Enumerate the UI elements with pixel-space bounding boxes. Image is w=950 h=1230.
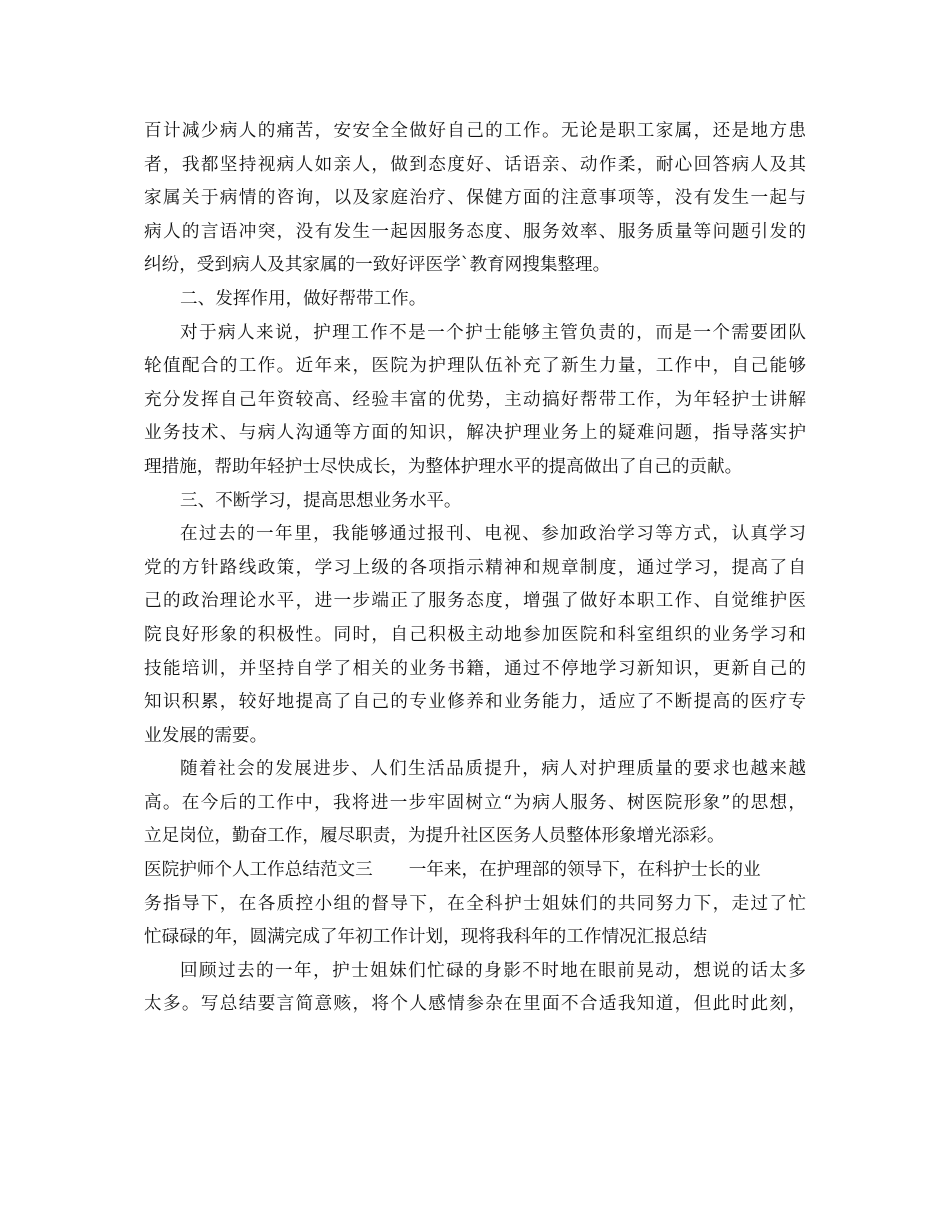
text-line bbox=[144, 854, 806, 888]
text-line: 太多。写总结要言简意赅，将个人感情参杂在里面不合适我知道，但此时此刻， bbox=[144, 994, 806, 1015]
section-heading-3: 三、不断学习，提高思想业务水平。 bbox=[180, 490, 462, 511]
text-line: 在过去的一年里，我能够通过报刊、电视、参加政治学习等方式，认真学习 bbox=[180, 524, 806, 545]
document-body bbox=[144, 115, 806, 1022]
text-line: 业发展的需要。 bbox=[144, 725, 268, 746]
document-title: 医院护师个人工作总结范文三 bbox=[144, 860, 373, 881]
text-line: 理措施，帮助年轻护士尽快成长，为整体护理水平的提高做出了自己的贡献。 bbox=[144, 456, 743, 477]
text-line: 立足岗位，勤奋工作，履尽职责，为提升社区医务人员整体形象增光添彩。 bbox=[144, 826, 725, 847]
section-heading-2: 二、发挥作用，做好帮带工作。 bbox=[180, 288, 427, 309]
text-line: 随着社会的发展进步、人们生活品质提升，病人对护理质量的要求也越来越 bbox=[180, 759, 806, 780]
text-line: 轮值配合的工作。近年来，医院为护理队伍补充了新生力量，工作中，自己能够 bbox=[144, 356, 806, 377]
text-line: 技能培训，并坚持自学了相关的业务书籍，通过不停地学习新知识，更新自己的 bbox=[144, 658, 806, 679]
text-line: 家属关于病情的咨询，以及家庭治疗、保健方面的注意事项等，没有发生一起与 bbox=[144, 188, 806, 209]
text-line: 百计减少病人的痛苦，安安全全做好自己的工作。无论是职工家属，还是地方患 bbox=[144, 121, 806, 141]
text-line: 院良好形象的积极性。同时，自己积极主动地参加医院和科室组织的业务学习和 bbox=[144, 624, 806, 645]
text-line: 高。在今后的工作中，我将进一步牢固树立“为病人服务、树医院形象”的思想， bbox=[144, 792, 806, 813]
text-line: 病人的言语冲突，没有发生一起因服务态度、服务效率、服务质量等问题引发的 bbox=[144, 221, 806, 242]
text-line: 者，我都坚持视病人如亲人，做到态度好、话语亲、动作柔，耐心回答病人及其 bbox=[144, 154, 806, 175]
text-line: 业务技术、与病人沟通等方面的知识，解决护理业务上的疑难问题，指导落实护 bbox=[144, 423, 806, 444]
text-line: 纠纷，受到病人及其家属的一致好评医学`教育网搜集整理。 bbox=[144, 255, 611, 276]
text-line: 回顾过去的一年，护士姐妹们忙碌的身影不时地在眼前晃动，想说的话太多 bbox=[180, 960, 806, 981]
text-line: 党的方针路线政策，学习上级的各项指示精神和规章制度，通过学习，提高了自 bbox=[144, 557, 806, 578]
text-line: 充分发挥自己年资较高、经验丰富的优势，主动搞好帮带工作，为年轻护士讲解 bbox=[144, 389, 806, 410]
text-line: 务指导下，在各质控小组的督导下，在全科护士姐妹们的共同努力下，走过了忙 bbox=[144, 893, 806, 914]
text-line: 忙碌碌的年，圆满完成了年初工作计划，现将我科年的工作情况汇报总结 bbox=[144, 927, 708, 948]
text-line: 知识积累，较好地提高了自己的专业修养和业务能力，适应了不断提高的医疗专 bbox=[144, 692, 806, 713]
text-line: 己的政治理论水平，进一步端正了服务态度，增强了做好本职工作、自觉维护医 bbox=[144, 591, 806, 612]
text-line: 对于病人来说，护理工作不是一个护士能够主管负责的，而是一个需要团队 bbox=[180, 322, 806, 343]
title-run-on-text: 一年来，在护理部的领导下，在科护士长的业 bbox=[408, 860, 761, 881]
